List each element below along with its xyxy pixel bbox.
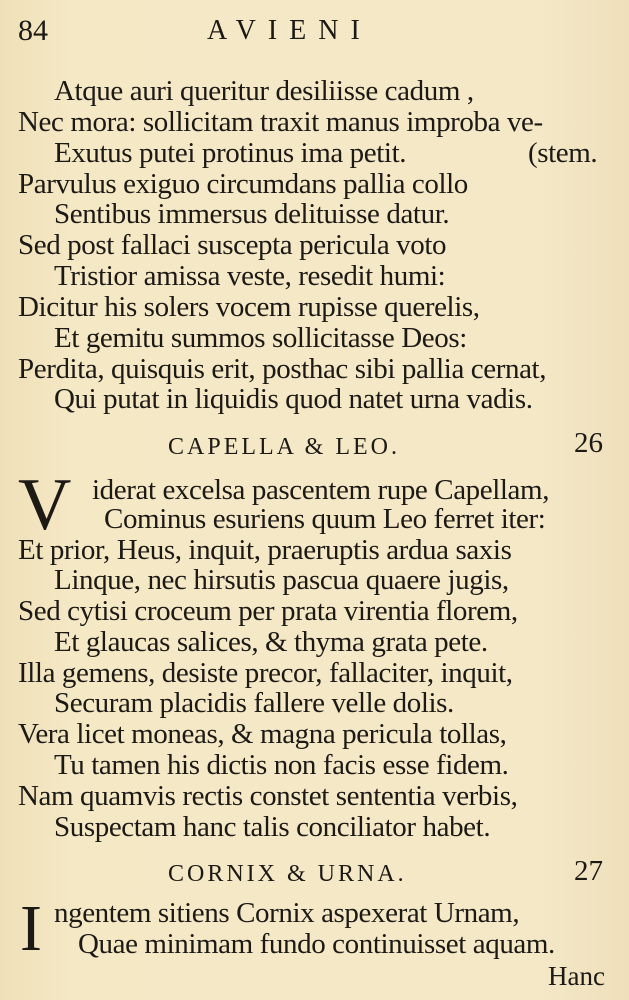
- poem-line: Et glaucas salices, & thyma grata pete.: [54, 626, 488, 658]
- poem-line: Dicitur his solers vocem rupisse querelis,: [18, 291, 480, 323]
- poem-line: Cominus esuriens quum Leo ferret iter:: [104, 503, 546, 535]
- poem-line: Qui putat in liquidis quod natet urna vadis.: [54, 383, 533, 415]
- fable-title: CORNIX & URNA.: [168, 861, 407, 887]
- fable-title: CAPELLA & LEO.: [168, 434, 400, 460]
- poem-line: ngentem sitiens Cornix aspexerat Urnam,: [54, 897, 520, 929]
- poem-line: Et prior, Heus, inquit, praeruptis ardua saxis: [18, 534, 512, 566]
- poem-line: Tu tamen his dictis non facis esse fidem.: [54, 749, 509, 781]
- catchword: Hanc: [548, 961, 605, 991]
- fable-number: 26: [574, 427, 603, 459]
- poem-line: Sed post fallaci suscepta pericula voto: [18, 229, 447, 261]
- poem-line: iderat excelsa pascentem rupe Capellam,: [92, 474, 550, 506]
- bleed-through-mark: [619, 260, 629, 360]
- poem-line: Sed cytisi croceum per prata virentia florem,: [18, 595, 518, 627]
- fable-number: 27: [574, 855, 603, 887]
- poem-line: Nam quamvis rectis constet sententia verbis,: [18, 780, 518, 812]
- poem-line: Vera licet moneas, & magna pericula tollas,: [18, 718, 507, 750]
- page-header: [18, 16, 611, 52]
- poem-line: Quae minimam fundo continuisset aquam.: [78, 928, 555, 960]
- running-head: AVIENI: [207, 15, 372, 46]
- poem-line: Parvulus exiguo circumdans pallia collo: [18, 168, 468, 200]
- poem-line: Et gemitu summos sollicitasse Deos:: [54, 322, 467, 354]
- poem-line: Atque auri queritur desiliisse cadum ,: [54, 75, 474, 107]
- poem-line: Securam placidis fallere velle dolis.: [54, 687, 454, 719]
- line-turnover: (stem.: [528, 137, 598, 169]
- poem-line: Suspectam hanc talis conciliator habet.: [54, 811, 491, 843]
- drop-cap: V: [18, 464, 72, 546]
- poem-line: Illa gemens, desiste precor, fallaciter, inquit,: [18, 657, 513, 689]
- poem-line: Nec mora: sollicitam traxit manus improba ve-: [18, 106, 543, 138]
- bleed-through-mark: [619, 570, 629, 750]
- drop-cap: I: [20, 892, 42, 965]
- poem-line: Perdita, quisquis erit, posthac sibi pallia cernat,: [18, 353, 547, 385]
- poem-line: Linque, nec hirsutis pascua quaere jugis,: [54, 564, 509, 596]
- poem-line: Sentibus immersus delituisse datur.: [54, 198, 450, 230]
- poem-line: Tristior amissa veste, resedit humi:: [54, 260, 446, 292]
- poem-line: Exutus putei protinus ima petit.: [54, 137, 407, 169]
- page-number: 84: [18, 14, 48, 47]
